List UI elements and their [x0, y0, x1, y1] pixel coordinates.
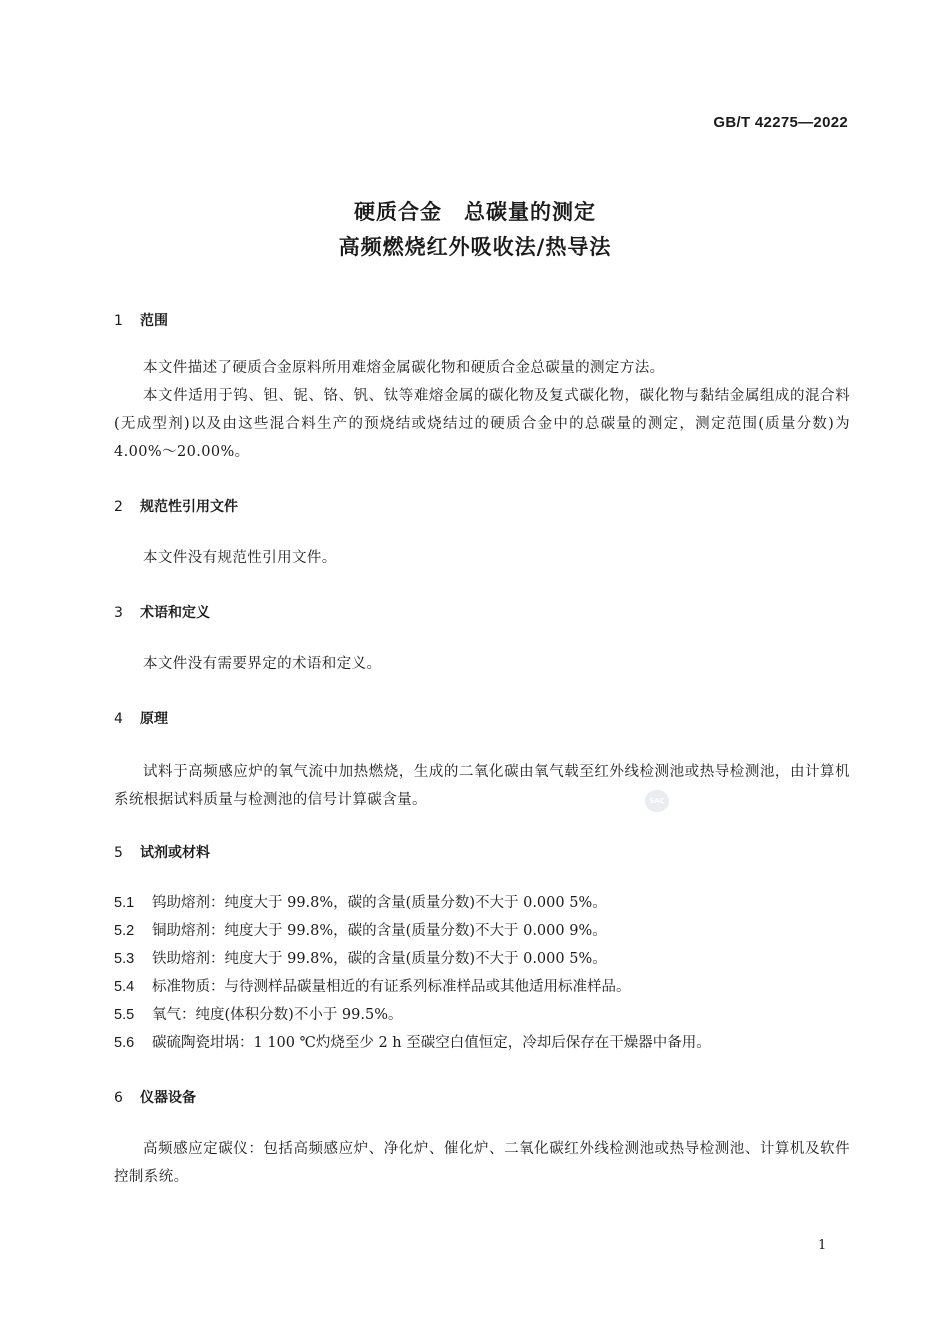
section-6-heading: [114, 1087, 196, 1107]
section-6-paragraph-1: 高频感应定碳仪：包括高频感应炉、净化炉、催化炉、二氧化碳红外线检测池或热导检测池、计算机及软件控制系统。: [114, 1141, 850, 1185]
sac-watermark-logo: SAC: [645, 790, 669, 812]
section-number: 6: [114, 1090, 123, 1106]
section-2-paragraph-1: 本文件没有规范性引用文件。: [143, 550, 337, 566]
section-1-paragraph-1: 本文件描述了硬质合金原料所用难熔金属碳化物和硬质合金总碳量的测定方法。: [143, 360, 665, 376]
list-item: [114, 889, 850, 917]
standard-code: GB/T 42275—2022: [713, 114, 848, 131]
section-number: 3: [114, 605, 123, 621]
section-number: 5: [114, 845, 123, 861]
list-item: [114, 973, 850, 1001]
item-text: 碳硫陶瓷坩埚：1 100 ℃灼烧至少 2 h 至碳空白值恒定，冷却后保存在干燥器中备用。: [152, 1035, 711, 1051]
document-title-line2: 高频燃烧红外吸收法/热导法: [338, 235, 612, 259]
section-number: 4: [114, 711, 123, 727]
section-title: 仪器设备: [140, 1090, 196, 1106]
section-1-paragraph-2: 本文件适用于钨、钽、铌、铬、钒、钛等难熔金属的碳化物及复式碳化物，碳化物与黏结金属组成的混合料(无成型剂)以及由这些混合料生产的预烧结或烧结过的硬质合金中的总碳量的测定，测定范围(质量分数)为 4.00%～20.00%。: [114, 388, 850, 460]
item-number: 5.3: [114, 951, 135, 967]
section-title: 范围: [140, 313, 168, 329]
item-text: 氧气：纯度(体积分数)不小于 99.5%。: [152, 1007, 403, 1023]
item-text: 铁助熔剂：纯度大于 99.8%，碳的含量(质量分数)不大于 0.000 5%。: [152, 951, 607, 967]
list-item: [114, 1029, 850, 1057]
item-text: 铜助熔剂：纯度大于 99.8%，碳的含量(质量分数)不大于 0.000 9%。: [152, 923, 607, 939]
section-2-heading: [114, 496, 238, 516]
item-number: 5.2: [114, 923, 135, 939]
item-text: 标准物质：与待测样品碳量相近的有证系列标准样品或其他适用标准样品。: [152, 979, 631, 995]
list-item: [114, 945, 850, 973]
section-4-paragraph-1: 试料于高频感应炉的氧气流中加热燃烧，生成的二氧化碳由氧气载至红外线检测池或热导检测池，由计算机系统根据试料质量与检测池的信号计算碳含量。: [114, 764, 850, 808]
item-number: 5.5: [114, 1007, 135, 1023]
section-5-heading: [114, 842, 210, 862]
section-number: 2: [114, 499, 123, 515]
section-3-heading: [114, 602, 210, 622]
item-number: 5.4: [114, 979, 135, 995]
section-4-heading: [114, 708, 168, 728]
list-item: [114, 917, 850, 945]
item-text: 钨助熔剂：纯度大于 99.8%，碳的含量(质量分数)不大于 0.000 5%。: [152, 895, 607, 911]
document-title-line1: 硬质合金 总碳量的测定: [354, 200, 596, 224]
section-number: 1: [114, 313, 123, 329]
section-title: 原理: [140, 711, 168, 727]
item-number: 5.1: [114, 895, 135, 911]
section-title: 试剂或材料: [140, 845, 210, 861]
section-3-paragraph-1: 本文件没有需要界定的术语和定义。: [143, 656, 382, 672]
list-item: [114, 1001, 850, 1029]
section-1-heading: [114, 310, 168, 330]
page-number: 1: [818, 1238, 827, 1253]
section-title: 规范性引用文件: [140, 499, 238, 515]
section-title: 术语和定义: [140, 605, 210, 621]
item-number: 5.6: [114, 1035, 135, 1051]
